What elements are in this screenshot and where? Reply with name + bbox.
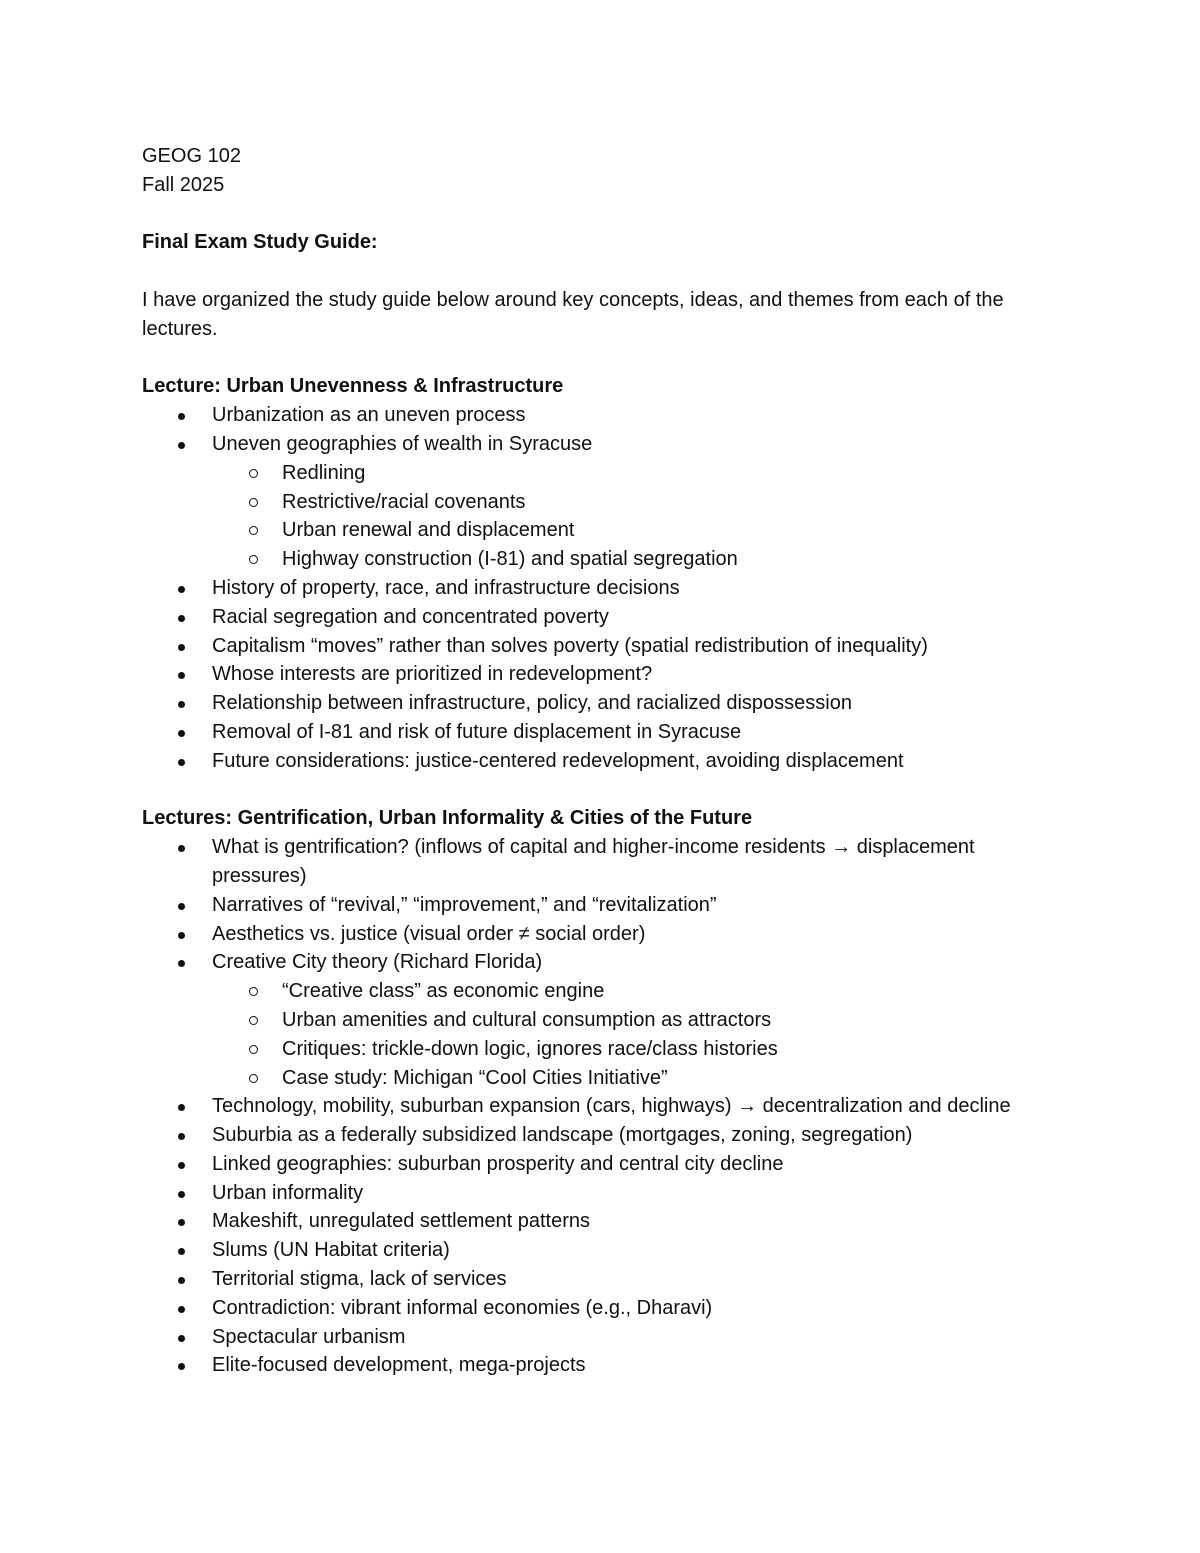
sub-bullet-item: “Creative class” as economic engine (142, 977, 1072, 1006)
section-list-gentrification (142, 833, 1072, 1380)
section-heading-urban-unevenness: Lecture: Urban Unevenness & Infrastructure (142, 375, 564, 398)
guide-title: Final Exam Study Guide: (142, 231, 378, 254)
sub-bullet-item: Urban amenities and cultural consumption as attractors (142, 1006, 1072, 1035)
section-list-urban-unevenness (142, 401, 1072, 775)
bullet-item: Makeshift, unregulated settlement patterns (142, 1207, 1072, 1236)
bullet-item: Aesthetics vs. justice (visual order ≠ social order) (142, 920, 1072, 949)
bullet-item: What is gentrification? (inflows of capital and higher-income residents → displacement pressures) (142, 833, 1072, 891)
bullet-item: Suburbia as a federally subsidized landscape (mortgages, zoning, segregation) (142, 1121, 1072, 1150)
bullet-item: Territorial stigma, lack of services (142, 1265, 1072, 1294)
bullet-item: Spectacular urbanism (142, 1323, 1072, 1352)
bullet-item: Slums (UN Habitat criteria) (142, 1236, 1072, 1265)
bullet-item: Whose interests are prioritized in redevelopment? (142, 660, 1072, 689)
sub-bullet-item: Highway construction (I-81) and spatial segregation (142, 545, 1072, 574)
bullet-item: Racial segregation and concentrated poverty (142, 603, 1072, 632)
spacer (142, 257, 1072, 286)
sub-bullet-item: Redlining (142, 459, 1072, 488)
sub-bullet-item: Critiques: trickle-down logic, ignores race/class histories (142, 1035, 1072, 1064)
bullet-item: Uneven geographies of wealth in Syracuse (142, 430, 1072, 459)
bullet-item: Creative City theory (Richard Florida) (142, 948, 1072, 977)
bullet-item: Contradiction: vibrant informal economies (e.g., Dharavi) (142, 1294, 1072, 1323)
bullet-item: Narratives of “revival,” “improvement,” and “revitalization” (142, 891, 1072, 920)
spacer (142, 776, 1072, 805)
bullet-item: History of property, race, and infrastructure decisions (142, 574, 1072, 603)
bullet-item: Urbanization as an uneven process (142, 401, 1072, 430)
bullet-item: Technology, mobility, suburban expansion (cars, highways) → decentralization and decline (142, 1092, 1072, 1121)
bullet-item: Capitalism “moves” rather than solves poverty (spatial redistribution of inequality) (142, 632, 1072, 661)
bullet-item: Urban informality (142, 1179, 1072, 1208)
sub-bullet-item: Restrictive/racial covenants (142, 488, 1072, 517)
bullet-item: Elite-focused development, mega-projects (142, 1351, 1072, 1380)
bullet-item: Future considerations: justice-centered redevelopment, avoiding displacement (142, 747, 1072, 776)
sub-bullet-item: Case study: Michigan “Cool Cities Initiative” (142, 1064, 1072, 1093)
bullet-item: Removal of I-81 and risk of future displacement in Syracuse (142, 718, 1072, 747)
course-code: GEOG 102 (142, 145, 241, 167)
bullet-item: Linked geographies: suburban prosperity and central city decline (142, 1150, 1072, 1179)
term: Fall 2025 (142, 173, 225, 196)
spacer (142, 344, 1072, 373)
bullet-item: Relationship between infrastructure, policy, and racialized dispossession (142, 689, 1072, 718)
sub-bullet-item: Urban renewal and displacement (142, 516, 1072, 545)
section-heading-gentrification: Lectures: Gentrification, Urban Informality & Cities of the Future (142, 807, 753, 830)
spacer (142, 200, 1072, 229)
document-page (142, 142, 1072, 1380)
intro-paragraph: I have organized the study guide below around key concepts, ideas, and themes from each of the lectures. (142, 288, 1004, 340)
